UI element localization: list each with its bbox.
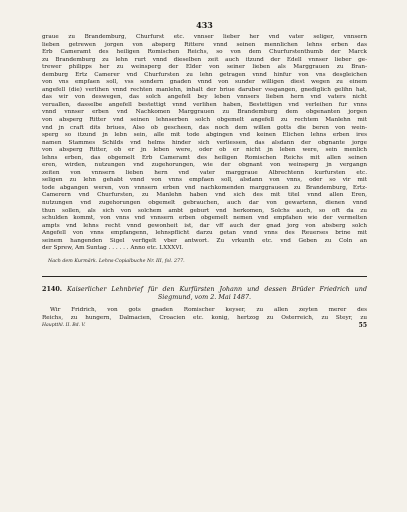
text-line: lieben getrewen jorgen von absperg Rittere vnnd seinen mennlichen lehns erben das <box>42 41 367 48</box>
heading-text: Kaiserlicher Lehnbrief für den Kurfürsten Johann und dessen Brüder Friedrich und <box>67 284 367 293</box>
document-number: 2140. <box>42 284 63 293</box>
text-line: schulden kommt, von vnns vnd vnnsern erben obgemelt nemen vnd empfahen wie der vermelten <box>42 215 367 222</box>
document-heading <box>42 285 367 301</box>
text-line: von absperg Ritter, ob er jn leben were, oder ob er nicht jn leben were, sein menlich <box>42 147 367 154</box>
text-line: trewer philipps her zu weinsperg der Elder von seiner lieben als Marggrauen zu Bran- <box>42 64 367 71</box>
text-line: Angefell von vnns empfangenn, lehnspflicht darzu getan vnnd vnns des Reuerses brine mit <box>42 230 367 237</box>
text-line: Erb Cameramt des heiligen Romischen Reichs, so von dem Churfurstenthumb der Marck <box>42 49 367 56</box>
text-line: seligen zu lehn gehabt vnnd von vnns empfaen soll, alsdann von vnns, oder so vir mit <box>42 177 367 184</box>
text-line: von absperg Ritter vnd seinen lehnserben solch obgemelt angefell zu rechtem Manlehn mit <box>42 117 367 124</box>
text-line: Wir Fridrich, von gots gnaden Romischer keyser, zu allen zeyten merer des <box>50 307 367 314</box>
text-line: von vns empfaen soll, vss sondern gnaden vnnd von sunder willigen diest wegen zu einem <box>42 79 367 86</box>
text-line: Camerern vnd Churfursten, zu Manlehn haben vnd sich des mit titel vnnd allen Eren, <box>42 192 367 199</box>
text-line: angefell (die) verlihen vnnd rechten manlehn, inhalt der briue daruber vssgangen, gnediglich gelihn hat, <box>42 86 367 93</box>
text-line: demburg Ertz Camerer vnd Churfursten zu lehn getragen vnnd hinfur von vns desgleichen <box>42 71 367 78</box>
text-line: ampts vnd lehns recht vnnd gewonheit ist, dar vff auch der gnad jorg von absberg solch <box>42 222 367 229</box>
text-line: vnd jn craft dits briues, Also ob gescheen, das noch dem willen gotts die beren von wein- <box>42 124 367 131</box>
text-line: zeiten von vnnsern lieben hern vnd vater marggraue Albrechtenn kurfursten etc. <box>42 169 367 176</box>
heading-line <box>42 285 367 293</box>
text-line: thun sollen, als sich von solchem ambt geburt vnd herkomen, Solchs auch, so oft da zu <box>42 207 367 214</box>
text-line: das wir von deswegen, das solch angefell bey leben vnnsers lieben hern vnd vaters nicht <box>42 94 367 101</box>
text-line: tode abgangen weren, von vnnsern erben vnd nachkomenden marggraueen zu Brandemburg, Ertz- <box>42 184 367 191</box>
text-line: zu Brandemburg zu lehn rurt vnnd dieselben zeit auch itzund der Edell vnnser lieber ge- <box>42 56 367 63</box>
text-line: Reichs, zu hungern, Dalmacien, Croacien etc. konig, hertzog zu Osterreich, zu Steyr, zu <box>42 314 367 321</box>
text-line: namen Stammes Schilds vnd helms hinder sich verliessen, das alsdann der obgnante jorge <box>42 139 367 146</box>
heading-line: Siegmund, vom 2. Mai 1487. <box>157 293 252 302</box>
printer-signature: Hauptthl. II. Bd. V. <box>42 323 86 329</box>
page-number: 433 <box>196 20 213 30</box>
text-line: eren, wirden, nutzungen vnd zugehorungen, wie der obgnant von weinsperg jn vergangn <box>42 162 367 169</box>
page-footer <box>42 322 367 330</box>
text-line: seinem hangenden Sigel verfigelt vber antwort. Zu vrkunth etc. vnd Geben zu Coln an <box>42 237 367 244</box>
text-line: graue zu Brandemburg, Churfurst etc. vnnser lieber her vnd vater seliger, vnnsern <box>42 34 367 40</box>
source-footnote: Nach dem Kurmärk. Lehns-Copialbuche Nr. III, fol. 277. <box>48 258 185 264</box>
text-line: nutzungen vnd zugehorungen obgemelt gebrauchen, auch dar von gewartenn, dienen vnnd <box>42 200 367 207</box>
section-divider <box>42 276 367 277</box>
sheet-number: 55 <box>358 322 367 330</box>
document-opening-text <box>42 307 367 322</box>
text-line: vnnd vnnser erben vnd Nachkomen Marggrauen zu Brandemburg dem obgenanten jorgen <box>42 109 367 116</box>
text-line: sperg so itzund jn lebn sein, alle mit tode abgingen vnd keinen Elichen lehns erben ires <box>42 132 367 139</box>
text-line: veruallen, dasselbe angefell bestettigt vnnd verlihen haben, Bestettigen vnd verleihen fur vnns <box>42 101 367 108</box>
text-line: der Sprew, Am Suntag . . . . . . Anno etc. LXXXVI. <box>42 245 184 252</box>
charter-text <box>42 34 367 253</box>
text-line: lehns erben, das obgemelt Erb Cameramt des heiligen Romischen Reichs mit allen seinen <box>42 154 367 161</box>
